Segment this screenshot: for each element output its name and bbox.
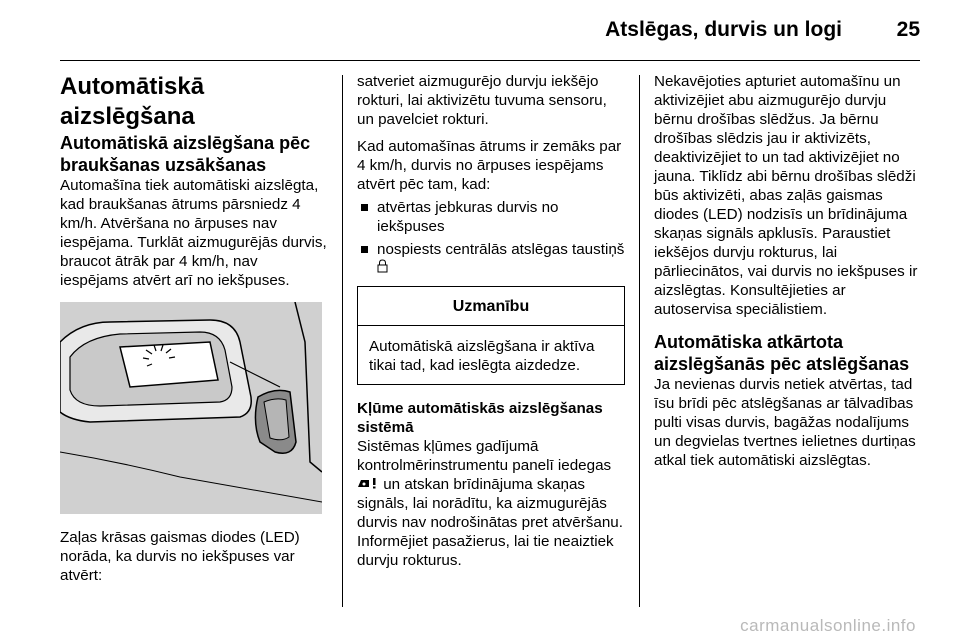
watermark: carmanualsonline.info — [740, 616, 916, 635]
body-paragraph: satveriet aizmugurējo durvju iekšējo rokturi, lai aktivizētu tuvuma sensoru, un pavelciet rokturi. — [357, 73, 607, 128]
subsection-heading: Kļūme automātiskās aizslēgšanas sistēmā — [357, 400, 603, 436]
column-2 — [357, 72, 625, 570]
condition-list — [357, 198, 625, 278]
caution-title: Uzmanību — [358, 287, 624, 326]
body-paragraph: Ja nevienas durvis netiek atvērtas, tad īsu brīdi pēc atslēgšanas ar tālvadības pulti visas durvis, bagāžas nodalījums un degvielas tvertnes ielietnes durtiņas atkal tiek automātiski aizslēgtas. — [654, 376, 916, 469]
page-number: 25 — [896, 18, 920, 41]
list-item: atvērtas jebkuras durvis no iekšpuses — [357, 198, 625, 236]
subsection-heading: Automātiskā aizslēgšana pēc braukšanas uzsākšanas — [60, 133, 311, 175]
subsection-heading: Automātiska atkārtota aizslēgšanās pēc atslēgšanas — [654, 332, 910, 374]
lock-icon — [377, 259, 388, 278]
figure-caption: Zaļas krāsas gaismas diodes (LED) norāda, ka durvis no iekšpuses var atvērt: — [60, 529, 300, 584]
page-title: Atslēgas, durvis un logi — [605, 18, 842, 41]
column-3 — [654, 72, 924, 470]
caution-text: Automātiskā aizslēgšana ir aktīva tikai tad, kad ieslēgta aizdedze. — [369, 338, 595, 374]
body-paragraph: Nekavējoties apturiet automašīnu un aktivizējiet abu aizmugurējo durvju bērnu drošības slēdžus. Ja bērnu drošības slēdzis jau ir aktivizēts, deaktivizējiet to un tad aktivizējiet no jauna. Tiklīdz abi bērnu drošības slēdži būs aktivizēti, abas zaļās gaismas diodes (LED) nodzisīs un brīdinājuma skaņas signāls apklusīs. Paraustiet iekšējos durvju rokturus, lai pārliecinātos, vai durvis no iekšpuses ir aizslēgtas. Konsultējieties ar autoservisa speciālistiem. — [654, 73, 918, 318]
body-paragraph — [357, 437, 625, 570]
list-item — [357, 240, 625, 278]
door-warning-icon — [357, 475, 379, 494]
body-paragraph: Kad automašīnas ātrums ir zemāks par 4 km/h, durvis no ārpuses iespējams atvērt pēc tam, kad: — [357, 138, 622, 193]
body-text: Sistēmas kļūmes gadījumā kontrolmērinstrumentu panelī iedegas — [357, 438, 612, 474]
list-item-text: nospiests centrālās atslēgas taustiņš — [377, 241, 625, 258]
header-rule — [60, 60, 920, 61]
body-paragraph: Automašīna tiek automātiski aizslēgta, kad braukšanas ātrums pārsniedz 4 km/h. Atvēršana no ārpuses nav iespējama. Turklāt aizmugurējās durvis, braucot ātrāk par 4 km/h, nav iespējams atvērt arī no iekšpuses. — [60, 177, 327, 289]
caution-box — [357, 286, 625, 385]
body-text: un atskan brīdinājuma skaņas signāls, lai norādītu, ka aizmugurējās durvis nav nodrošinātas pret atvēršanu. Informējiet pasažierus, lai tie neaiztiek durvju rokturus. — [357, 476, 623, 569]
section-heading: Automātiskā aizslēgšana — [60, 73, 205, 130]
column-divider — [342, 75, 343, 607]
page-header — [0, 0, 960, 62]
column-divider — [639, 75, 640, 607]
door-handle-led-illustration — [60, 302, 322, 514]
door-handle-icon — [60, 302, 322, 514]
column-1 — [60, 72, 328, 585]
